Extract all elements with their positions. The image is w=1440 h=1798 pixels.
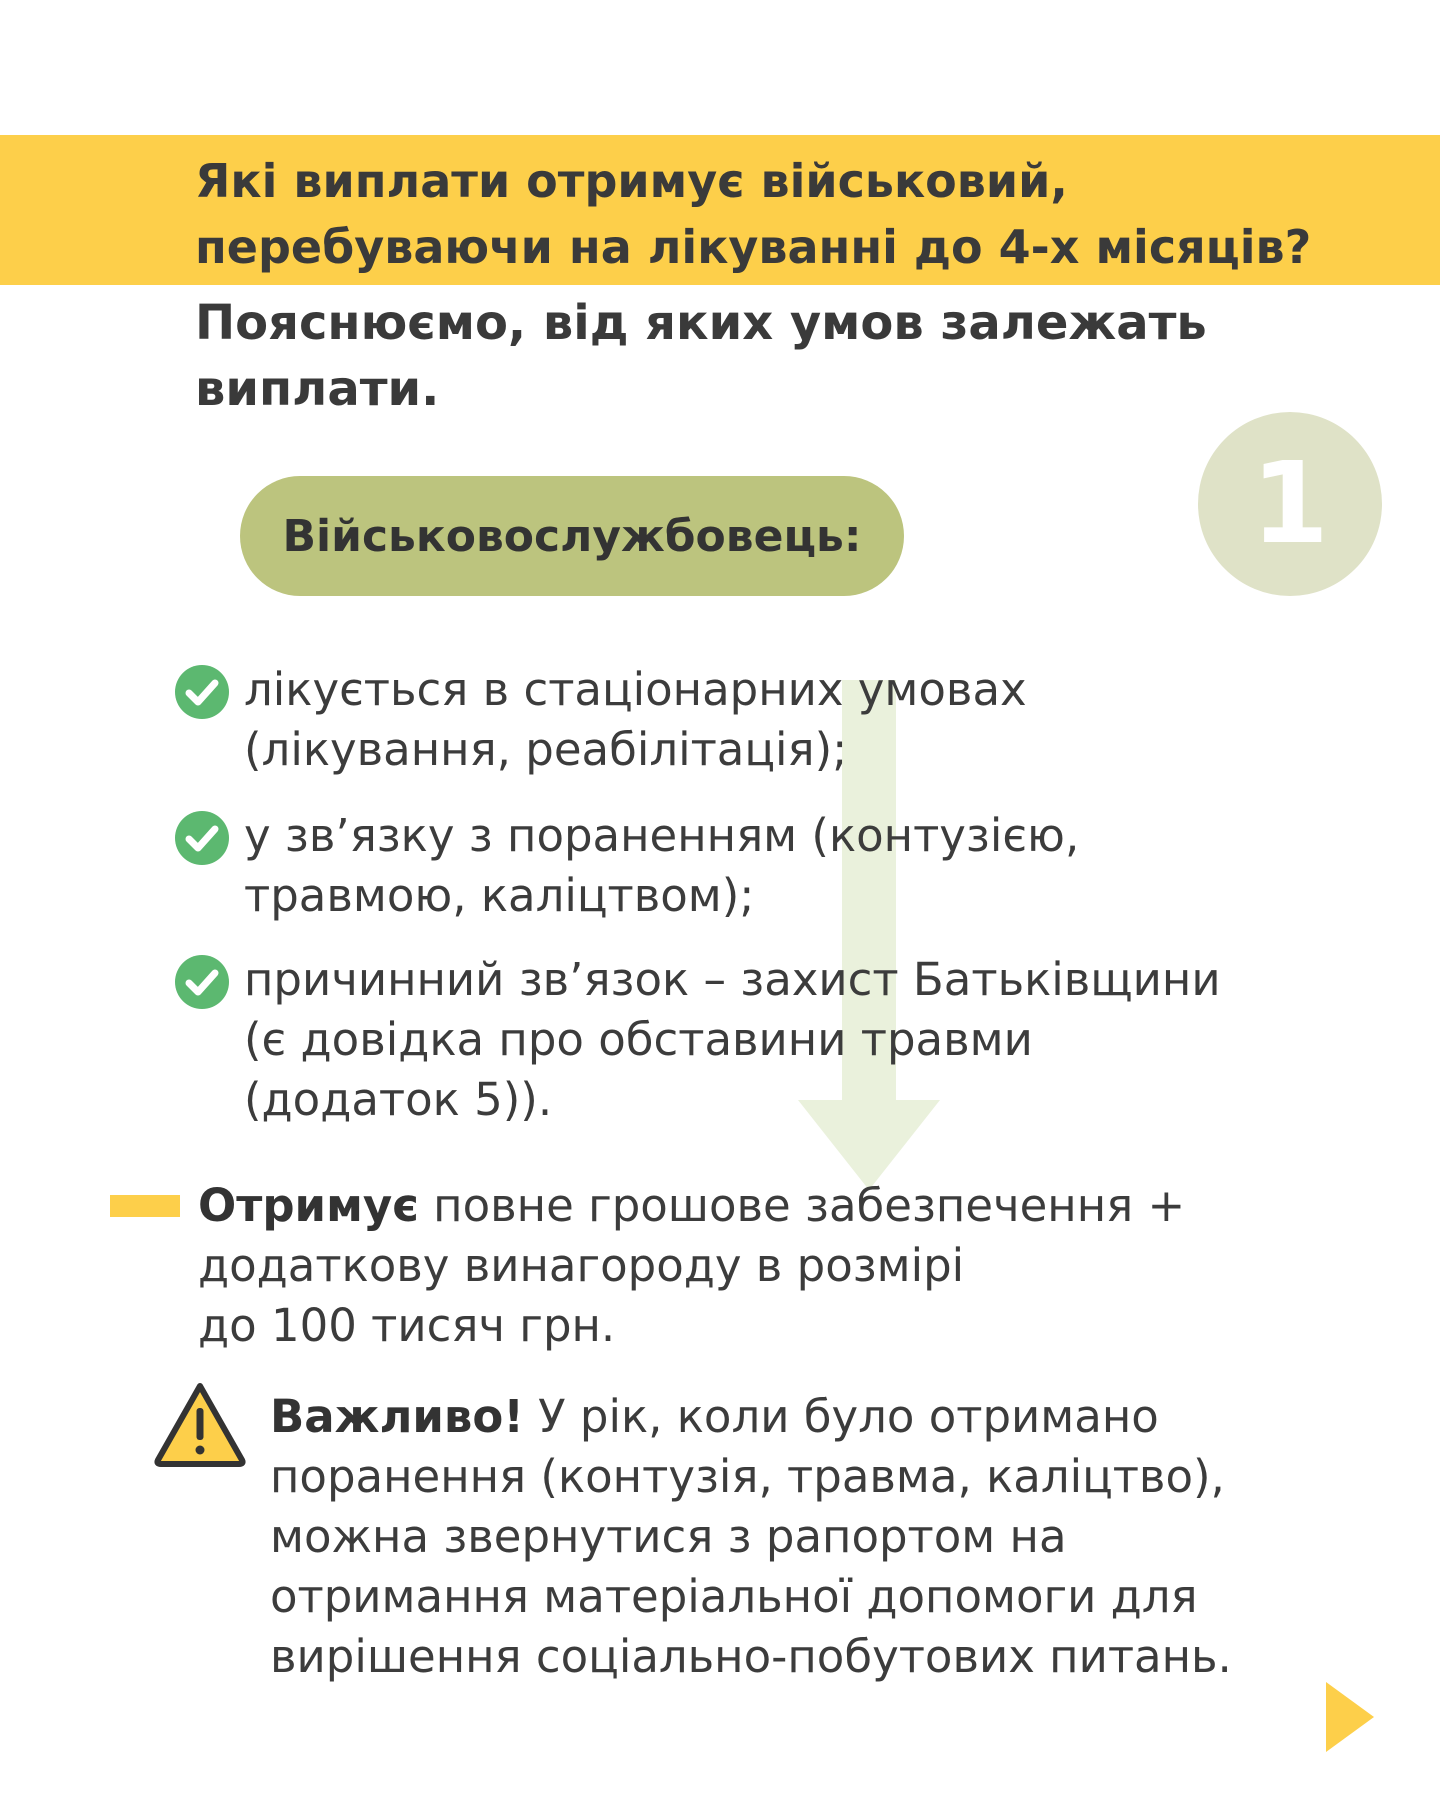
page-title-line1: Які виплати отримує військовий,	[195, 154, 1068, 208]
warning-line5: вирішення соціально-побутових питань.	[270, 1630, 1232, 1683]
result-marker	[110, 1195, 180, 1217]
condition-text-line: лікується в стаціонарних умовах	[244, 663, 1027, 716]
result-line2: додаткову винагороду в розмірі	[198, 1239, 965, 1292]
condition-text-line: (є довідка про обставини травми	[244, 1013, 1033, 1066]
condition-text-line: (додаток 5)).	[244, 1073, 553, 1126]
check-circle-icon	[174, 664, 230, 720]
warning-line4: отримання матеріальної допомоги для	[270, 1570, 1198, 1623]
check-circle-icon	[174, 810, 230, 866]
next-arrow-icon[interactable]	[1326, 1682, 1374, 1752]
step-number-badge	[1198, 412, 1382, 596]
result-line3: до 100 тисяч грн.	[198, 1299, 616, 1352]
warning-bold: Важливо!	[270, 1390, 524, 1443]
warning-triangle-icon	[152, 1380, 248, 1468]
condition-text	[244, 660, 1274, 780]
subtitle-line1: Пояснюємо, від яких умов залежать	[195, 295, 1207, 351]
warning-line2: поранення (контузія, травма, каліцтво),	[270, 1450, 1225, 1503]
subtitle-line2: виплати.	[195, 361, 440, 417]
result-text	[198, 1176, 1258, 1356]
condition-text-line: у зв’язку з пораненням (контузією,	[244, 809, 1080, 862]
serviceman-pill	[240, 476, 904, 596]
page-subtitle	[195, 290, 1295, 422]
serviceman-pill-label: Військовослужбовець:	[282, 510, 862, 562]
condition-text-line: причинний зв’язок – захист Батьківщини	[244, 953, 1221, 1006]
result-line1: повне грошове забезпечення +	[418, 1179, 1186, 1232]
condition-text-line: (лікування, реабілітація);	[244, 723, 848, 776]
condition-text	[244, 950, 1274, 1130]
warning-line3: можна звернутися з рапортом на	[270, 1510, 1067, 1563]
page-title-line2: перебуваючи на лікуванні до 4-х місяців?	[195, 220, 1312, 274]
page-title	[195, 148, 1415, 280]
condition-text	[244, 806, 1274, 926]
condition-text-line: травмою, каліцтвом);	[244, 869, 755, 922]
warning-line1: У рік, коли було отримано	[523, 1390, 1159, 1443]
step-number: 1	[1251, 439, 1329, 569]
warning-text	[270, 1387, 1370, 1687]
result-bold: Отримує	[198, 1179, 419, 1232]
check-circle-icon	[174, 954, 230, 1010]
